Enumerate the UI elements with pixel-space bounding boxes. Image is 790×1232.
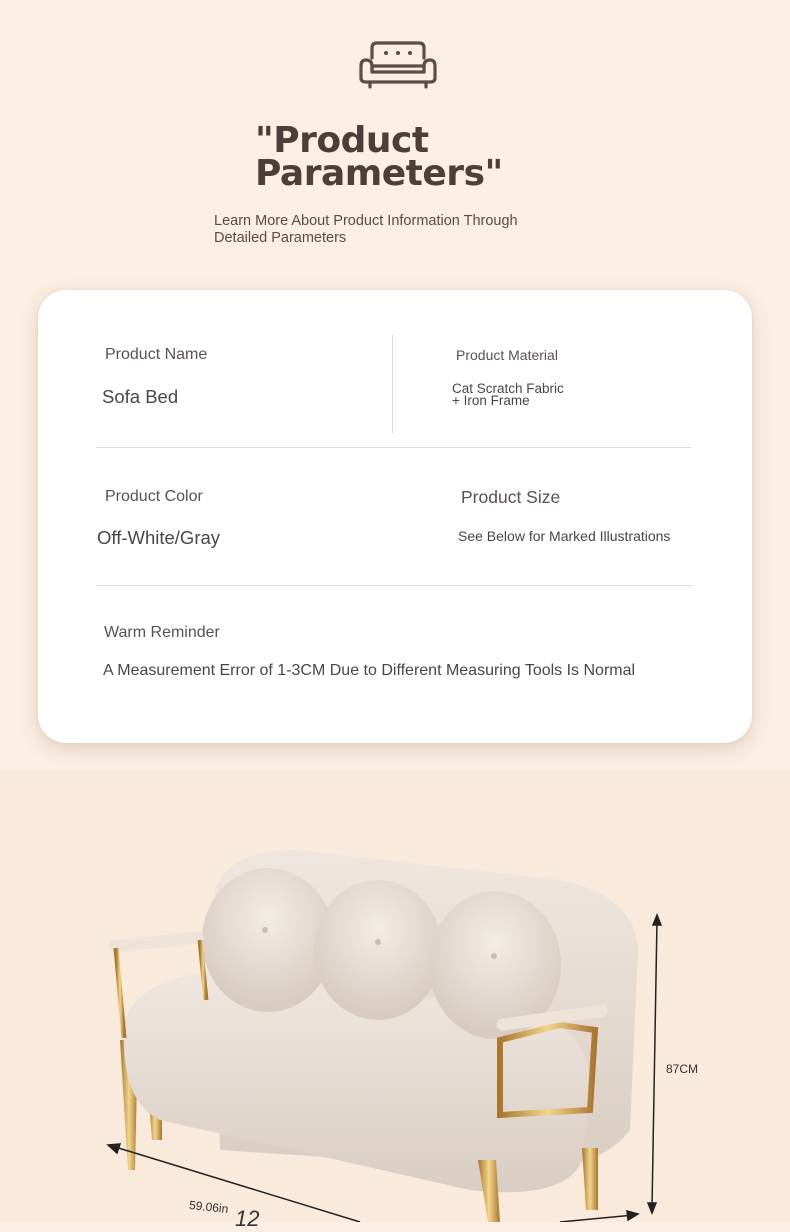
product-name-label: Product Name (105, 346, 208, 363)
product-material-label: Product Material (456, 347, 558, 363)
warm-reminder-label: Warm Reminder (104, 624, 220, 641)
subtitle-line-2: Detailed Parameters (214, 230, 347, 246)
sofa-icon (358, 38, 438, 90)
product-size-label: Product Size (461, 487, 561, 507)
width-dimension-label: 59.06in (188, 1197, 229, 1217)
title-line-1: "Product (255, 120, 429, 161)
row-divider-1 (96, 447, 691, 448)
product-color-value: Off-White/Gray (97, 527, 221, 548)
page-subtitle (214, 213, 564, 247)
width-dimension-partial: 12 (235, 1206, 260, 1231)
height-dimension-label: 87CM (666, 1062, 699, 1076)
product-color-label: Product Color (105, 488, 203, 505)
product-name-value: Sofa Bed (102, 386, 179, 407)
material-line-1: Cat Scratch Fabric (452, 381, 564, 396)
title-line-2: Parameters" (255, 153, 503, 194)
product-material-value (452, 383, 564, 407)
material-line-2: + Iron Frame (452, 393, 530, 408)
subtitle-line-1: Learn More About Product Information Through (214, 213, 518, 229)
sofa-bed-photo (0, 770, 790, 1222)
warm-reminder-value: A Measurement Error of 1-3CM Due to Different Measuring Tools Is Normal (103, 662, 636, 679)
page-title (255, 120, 575, 194)
row-divider-2 (96, 585, 693, 586)
column-divider (392, 335, 393, 433)
parameters-card (38, 290, 752, 743)
product-size-value: See Below for Marked Illustrations (458, 528, 671, 544)
